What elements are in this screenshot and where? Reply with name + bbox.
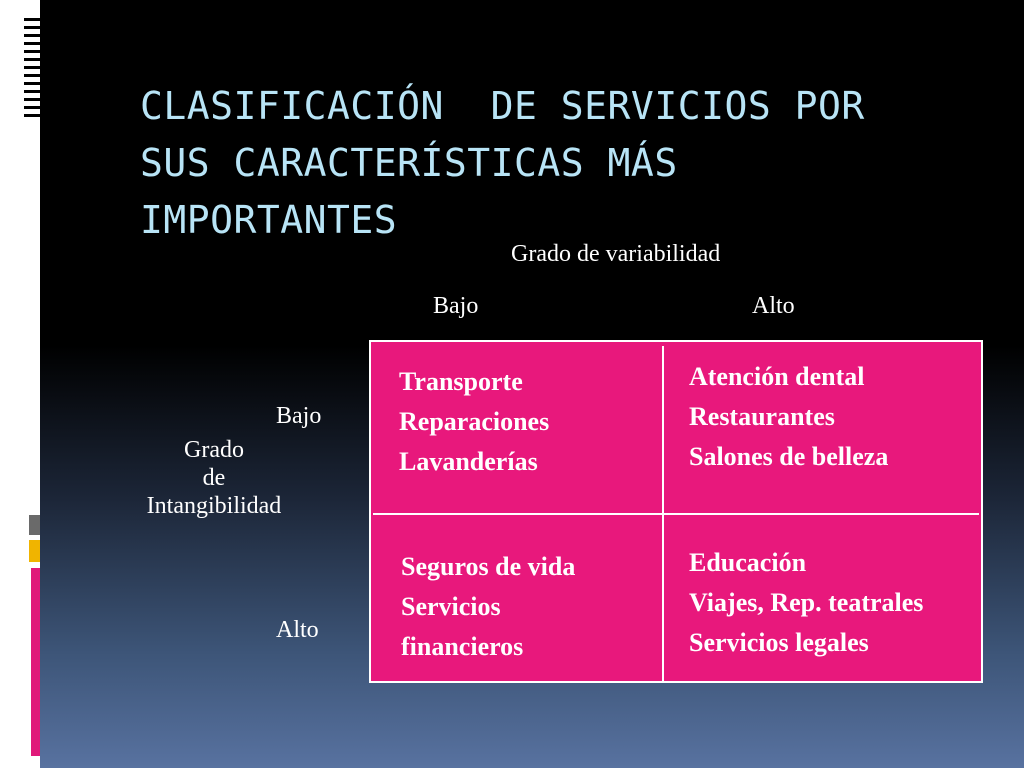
cell-item: Lavanderías (399, 447, 538, 476)
cell-item: financieros (401, 632, 524, 661)
intangibility-axis-line-1: Grado (184, 437, 244, 463)
classification-matrix (369, 340, 983, 683)
intangibility-axis-label (116, 436, 312, 520)
intangibility-axis-line-3: Intangibilidad (146, 493, 282, 519)
cell-item: Educación (689, 548, 807, 577)
cell-item: Transporte (399, 367, 523, 396)
cell-item: Viajes, Rep. teatrales (689, 588, 924, 617)
cell-item: Servicios (401, 592, 501, 621)
variability-high-label: Alto (752, 293, 795, 319)
matrix-cell-high-variability-high-intangibility (689, 543, 923, 663)
yellow-accent-block (29, 540, 40, 562)
cell-item: Restaurantes (689, 402, 835, 431)
title-line-3: IMPORTANTES (140, 198, 398, 242)
matrix-horizontal-divider (373, 513, 979, 515)
cell-item: Atención dental (689, 362, 865, 391)
title-line-2: SUS CARACTERÍSTICAS MÁS (140, 141, 678, 185)
cell-item: Reparaciones (399, 407, 550, 436)
slide-title (140, 78, 1000, 249)
matrix-cell-low-variability-high-intangibility (401, 547, 575, 667)
cell-item: Seguros de vida (401, 552, 576, 581)
intangibility-low-label: Bajo (276, 403, 322, 429)
cell-item: Servicios legales (689, 628, 869, 657)
variability-low-label: Bajo (433, 293, 479, 319)
variability-axis-label: Grado de variabilidad (511, 241, 721, 267)
pink-accent-bar (31, 568, 40, 756)
intangibility-axis-line-2: de (202, 465, 226, 491)
matrix-cell-low-variability-low-intangibility (399, 362, 549, 482)
striped-decoration (24, 18, 40, 118)
cell-item: Salones de belleza (689, 442, 889, 471)
matrix-cell-high-variability-low-intangibility (689, 357, 888, 477)
title-line-1: CLASIFICACIÓN DE SERVICIOS POR (140, 84, 865, 128)
intangibility-high-label: Alto (276, 617, 319, 643)
gray-accent-block (29, 515, 40, 535)
